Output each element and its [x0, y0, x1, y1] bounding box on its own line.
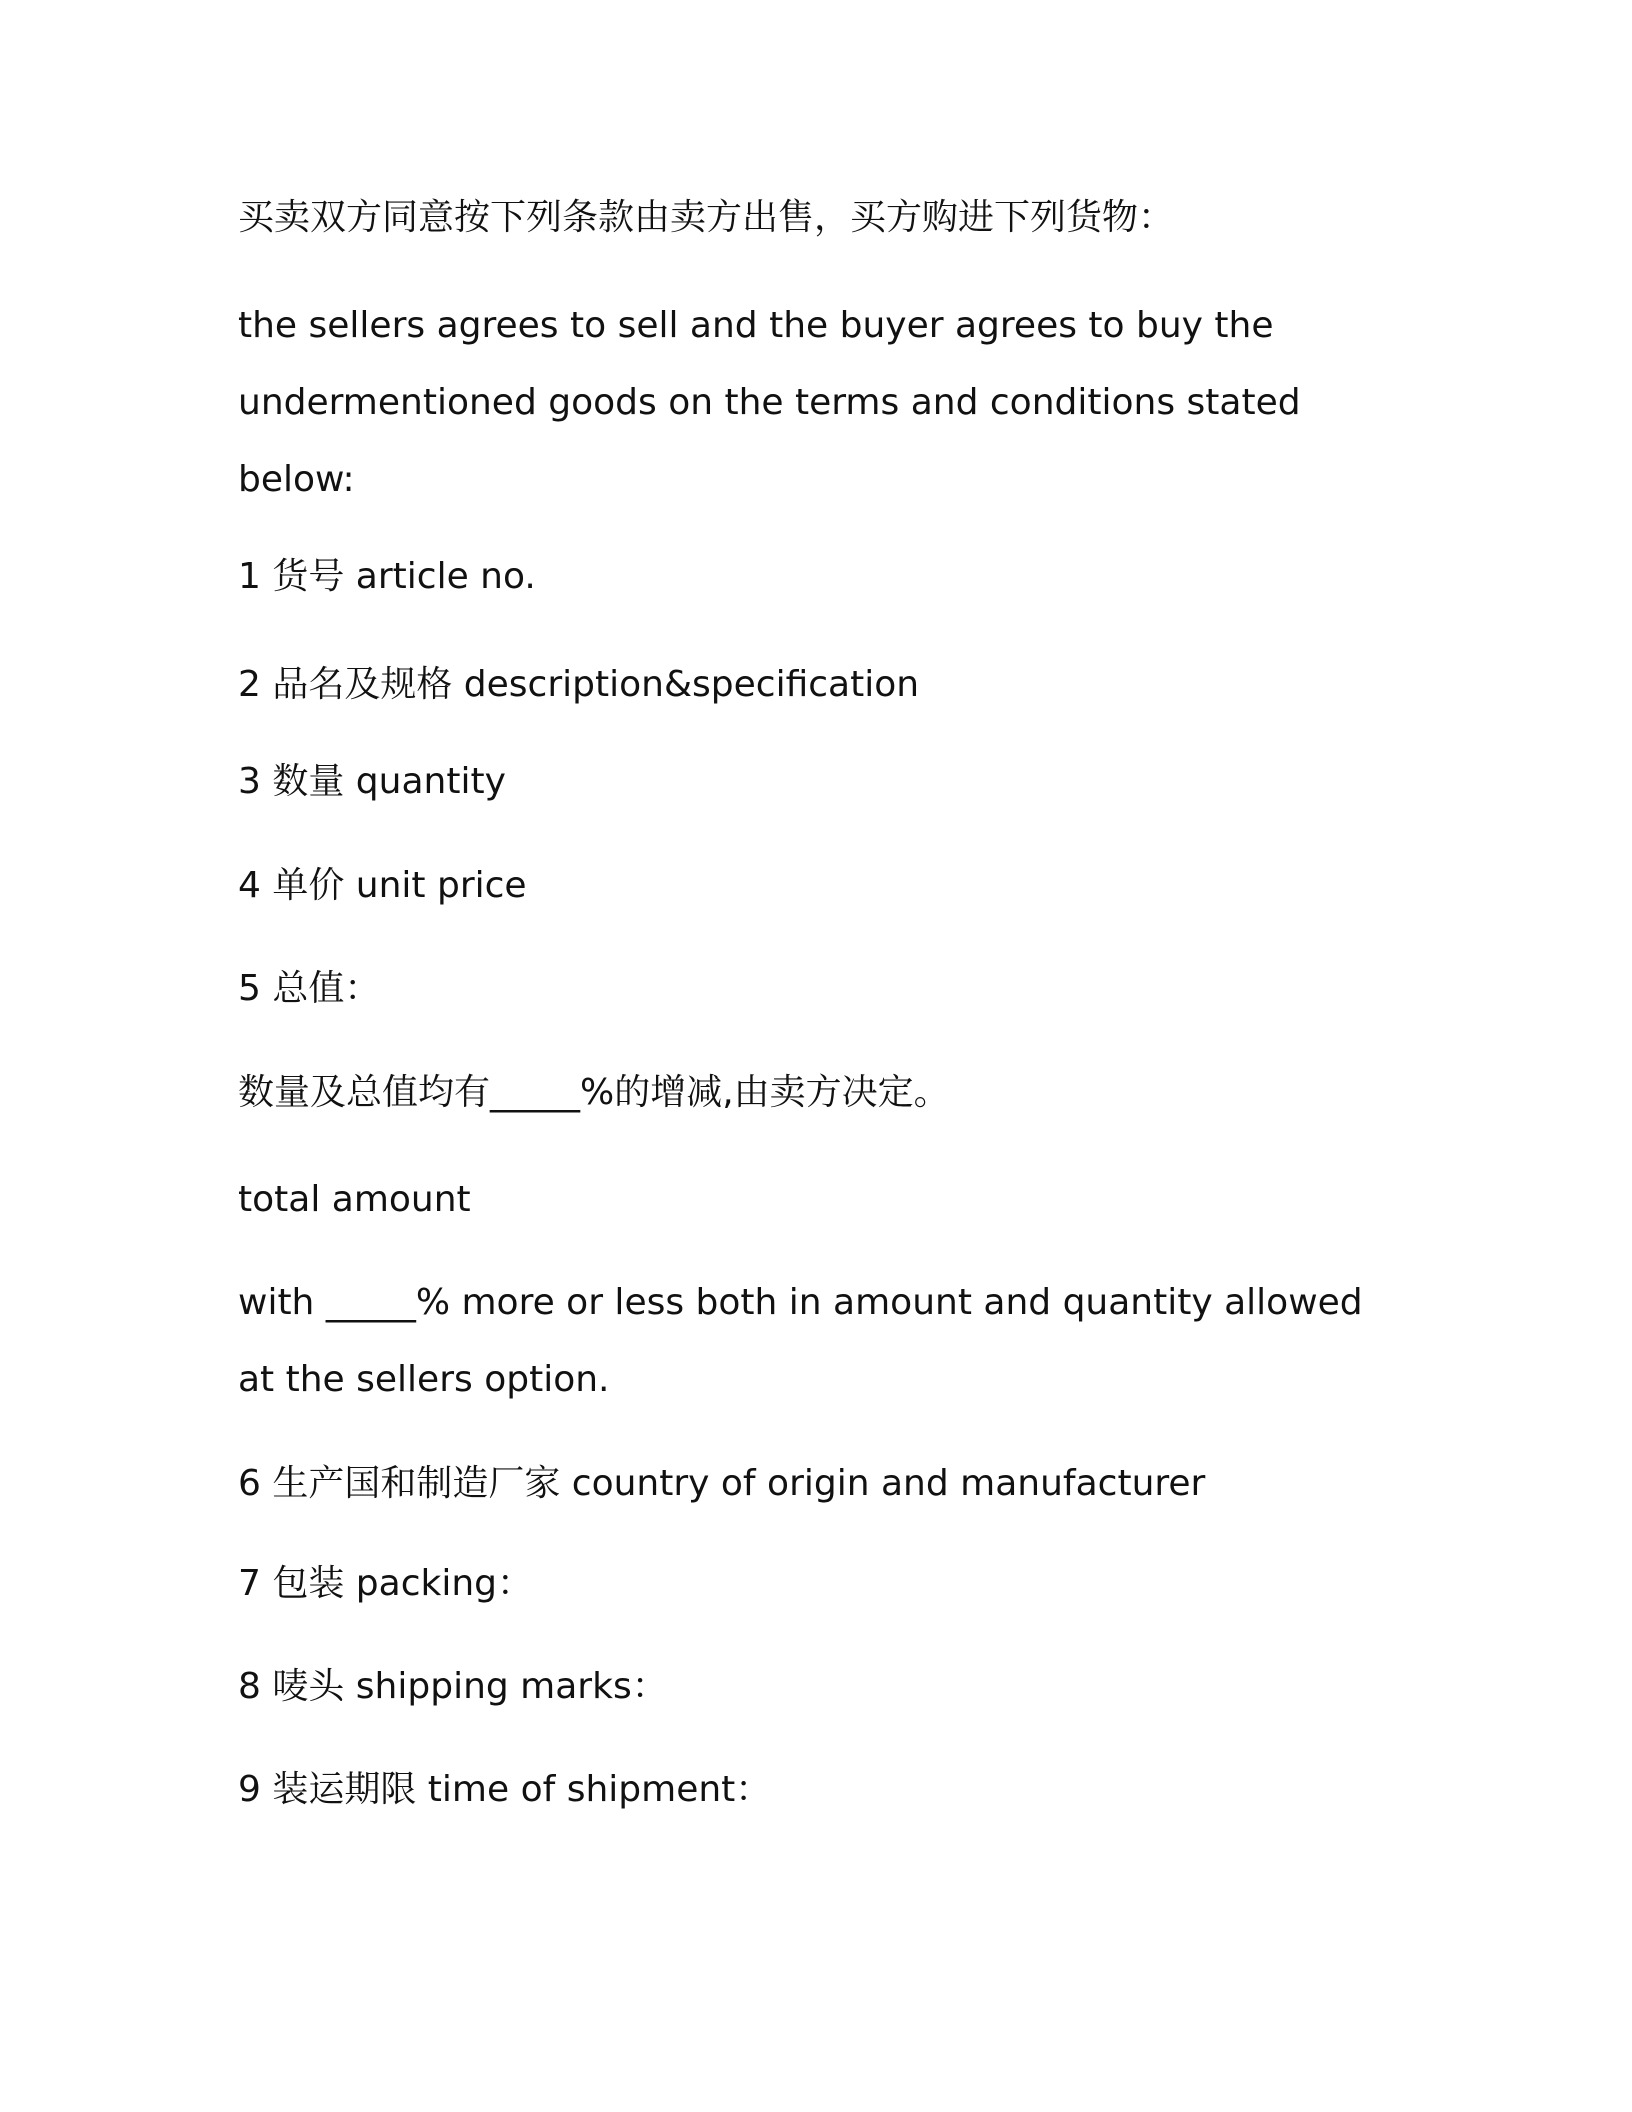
total-value-tolerance-cn: 数量及总值均有_____%的增减,由卖方决定。 [238, 1072, 950, 1113]
item-origin-manufacturer: 6 生产国和制造厂家 country of origin and manufacturer [238, 1463, 1206, 1504]
item-unit-price: 4 单价 unit price [238, 865, 527, 906]
intro-english-line-1: the sellers agrees to sell and the buyer agrees to buy the [238, 305, 1274, 346]
total-amount-label: total amount [238, 1179, 471, 1220]
item-description: 2 品名及规格 description&specification [238, 664, 920, 705]
item-packing: 7 包装 packing： [238, 1563, 534, 1604]
item-quantity: 3 数量 quantity [238, 761, 506, 802]
item-time-of-shipment: 9 装运期限 time of shipment： [238, 1769, 772, 1810]
item-shipping-marks: 8 唛头 shipping marks： [238, 1666, 668, 1707]
intro-english-line-3: below: [238, 459, 355, 500]
item-article-no: 1 货号 article no. [238, 556, 536, 597]
tolerance-en-line-1: with _____% more or less both in amount and quantity allowed [238, 1282, 1363, 1323]
intro-english-line-2: undermentioned goods on the terms and conditions stated [238, 382, 1301, 423]
intro-chinese: 买卖双方同意按下列条款由卖方出售，买方购进下列货物： [238, 197, 1175, 238]
item-total-value: 5 总值： [238, 968, 381, 1009]
tolerance-en-line-2: at the sellers option. [238, 1359, 610, 1400]
